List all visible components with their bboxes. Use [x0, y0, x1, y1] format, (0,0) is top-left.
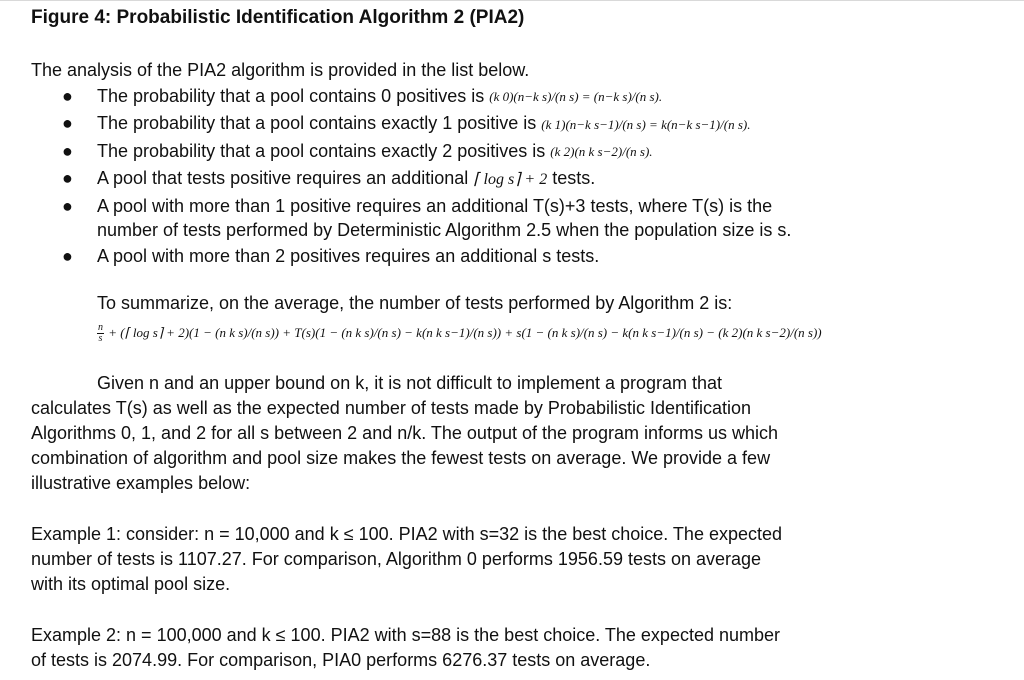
formula: (k 1)(n−k s−1)/(n s) = k(n−k s−1)/(n s).	[541, 116, 751, 132]
formula: (k 2)(n k s−2)/(n s).	[550, 143, 653, 159]
bullet-icon: ●	[62, 140, 73, 161]
summary-formula	[97, 319, 822, 346]
list-item	[0, 243, 1024, 269]
fraction-denominator: s	[98, 332, 103, 344]
list-item-text: The probability that a pool contains 0 positives is	[97, 86, 485, 106]
formula-body: + (⌈ log s⌉ + 2)(1 − (n k s)/(n s)) + T(s)(1 − (n k s)/(n s) − k(n k s−1)/(n s)) + s(1 − (n k s)/(n s) − k(n k s−1)/(n s) − (k 2)(n k s−2)/(n s))	[108, 325, 822, 340]
list-item-tail: tests.	[552, 167, 596, 188]
analysis-list	[0, 83, 1024, 269]
summary-text: To summarize, on the average, the number of tests performed by Algorithm 2 is:	[97, 293, 733, 313]
list-item-text: A pool with more than 2 positives requires an additional s tests.	[97, 245, 600, 266]
bullet-icon: ●	[62, 195, 73, 216]
list-item-text: The probability that a pool contains exactly 1 positive is	[97, 113, 537, 134]
list-item	[0, 165, 1024, 193]
example-1-line: number of tests is 1107.27. For comparison, Algorithm 0 performs 1956.59 tests on average	[31, 549, 762, 569]
bullet-icon: ●	[62, 113, 73, 134]
list-item-text: number of tests performed by Deterministic Algorithm 2.5 when the population size is s.	[97, 219, 792, 240]
fraction-numerator: n	[98, 321, 103, 333]
paragraph-line: calculates T(s) as well as the expected number of tests made by Probabilistic Identification	[31, 398, 752, 418]
list-item	[0, 193, 1024, 219]
list-item-continuation	[0, 217, 1024, 243]
example-1-line: Example 1: consider: n = 10,000 and k ≤ 100. PIA2 with s=32 is the best choice. The expected	[31, 524, 783, 544]
list-item	[0, 110, 1024, 137]
formula: (k 0)(n−k s)/(n s) = (n−k s)/(n s).	[489, 89, 663, 105]
bullet-icon: ●	[62, 245, 73, 266]
example-2-line: Example 2: n = 100,000 and k ≤ 100. PIA2 with s=88 is the best choice. The expected number	[31, 625, 781, 645]
list-item-text: The probability that a pool contains exactly 2 positives is	[97, 140, 546, 161]
list-item-text: A pool that tests positive requires an additional	[97, 167, 469, 188]
bullet-icon: ●	[62, 167, 73, 188]
paragraph-line: illustrative examples below:	[31, 473, 251, 493]
list-item	[0, 138, 1024, 165]
list-item-text: A pool with more than 1 positive requires an additional T(s)+3 tests, where T(s) is the	[97, 195, 773, 216]
intro-text: The analysis of the PIA2 algorithm is provided in the list below.	[31, 60, 530, 80]
fraction	[97, 323, 104, 344]
paragraph-line: combination of algorithm and pool size makes the fewest tests on average. We provide a few	[31, 448, 771, 468]
list-item	[0, 83, 1024, 110]
figure-title: Figure 4: Probabilistic Identification Algorithm 2 (PIA2)	[31, 7, 525, 28]
paragraph-line: Algorithms 0, 1, and 2 for all s between 2 and n/k. The output of the program informs us which	[31, 423, 779, 443]
example-1-line: with its optimal pool size.	[31, 574, 231, 594]
example-2-line: of tests is 2074.99. For comparison, PIA0 performs 6276.37 tests on average.	[31, 650, 651, 670]
formula: ⌈ log s⌉ + 2	[473, 170, 548, 188]
paragraph-line: Given n and an upper bound on k, it is not difficult to implement a program that	[97, 373, 723, 393]
bullet-icon: ●	[62, 86, 73, 106]
